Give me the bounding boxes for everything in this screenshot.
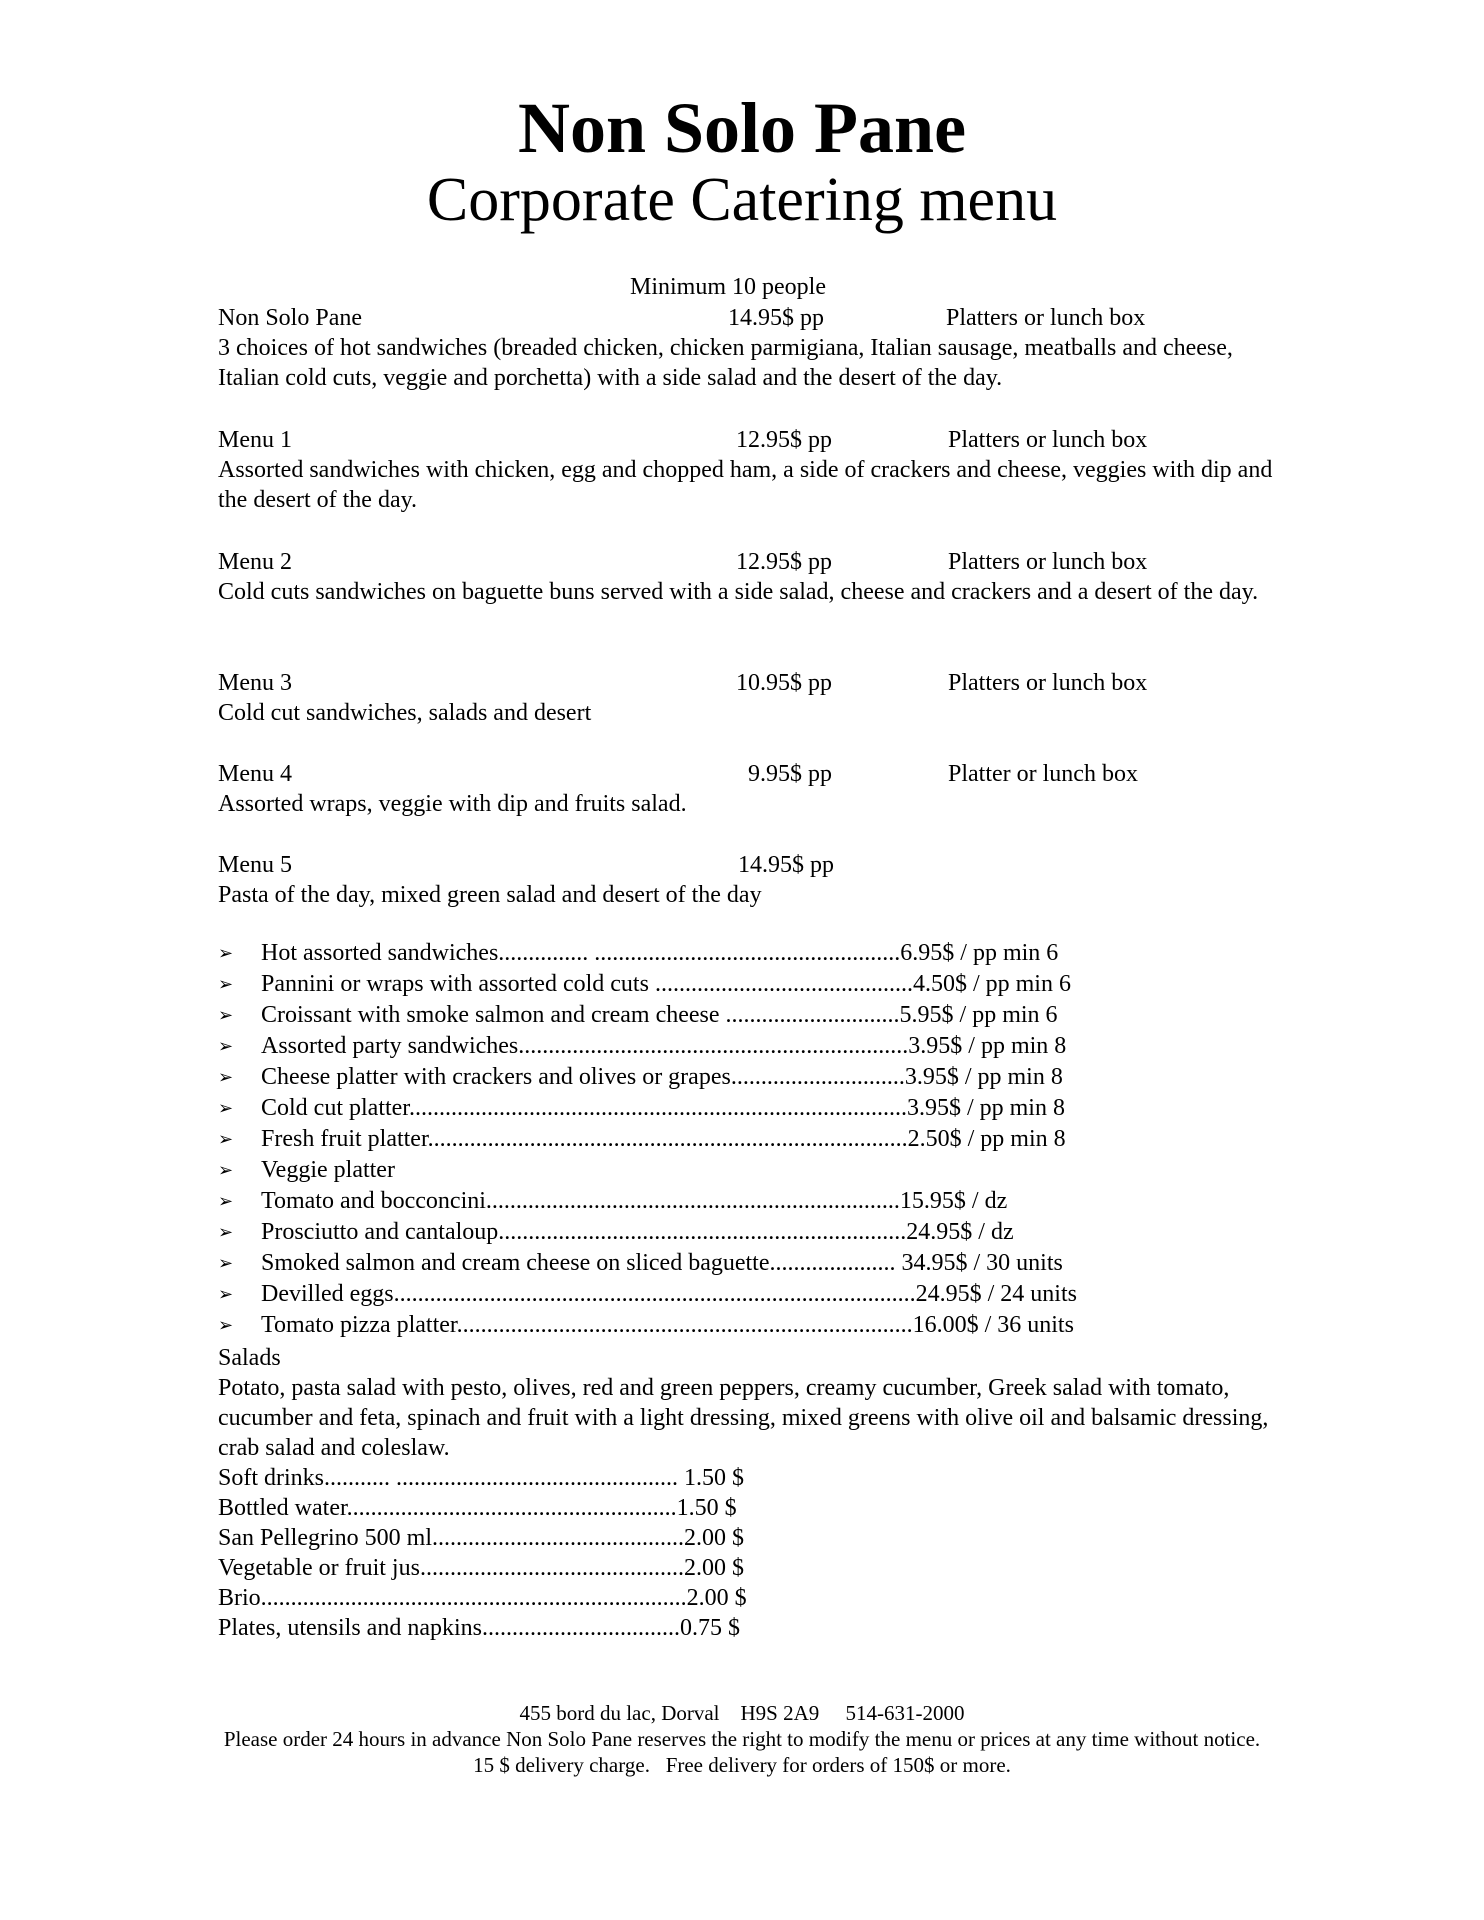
arrow-bullet-icon: ➢	[218, 1067, 234, 1087]
item-text: Croissant with smoke salmon and cream cheese .............................5.95$ / pp min 6	[261, 1002, 1058, 1028]
menu-name: Menu 3	[218, 670, 292, 696]
item-text: Cheese platter with crackers and olives or grapes.............................3.95$ / pp min 8	[261, 1064, 1063, 1090]
arrow-bullet-icon: ➢	[218, 1160, 234, 1180]
salads-description: Potato, pasta salad with pesto, olives, red and green peppers, creamy cucumber, Greek salad with tomato, cucumber and feta, spinach and fruit with a light dressing, mixed greens with olive oil and balsamic dressing, crab salad and coleslaw.	[218, 1375, 1269, 1461]
menu-price: 10.95$ pp	[736, 670, 832, 696]
menu-name: Menu 5	[218, 852, 292, 878]
menu-name: Menu 1	[218, 427, 292, 453]
menu-description-menu-2: Cold cuts sandwiches on baguette buns served with a side salad, cheese and crackers and a desert of the day.	[218, 579, 1259, 605]
footer-delivery: 15 $ delivery charge. Free delivery for orders of 150$ or more.	[473, 1753, 1011, 1777]
menu-price: 12.95$ pp	[736, 427, 832, 453]
drinks-list	[218, 1463, 747, 1643]
menu-description-menu-3: Cold cut sandwiches, salads and desert	[218, 700, 592, 726]
menu-price: 9.95$ pp	[748, 761, 832, 787]
menu-format: Platters or lunch box	[948, 670, 1148, 696]
menu-subtitle: Corporate Catering menu	[426, 166, 1058, 234]
arrow-bullet-icon: ➢	[218, 1284, 234, 1304]
list-item: Plates, utensils and napkins.................................0.75 $	[218, 1615, 740, 1641]
item-text: Pannini or wraps with assorted cold cuts ...........................................4.50$ / pp min 6	[261, 971, 1071, 997]
menu-price: 14.95$ pp	[728, 305, 824, 331]
list-item: Soft drinks........... ............................................... 1.50 $	[218, 1465, 745, 1491]
item-text: Fresh fruit platter................................................................................2.50$ / pp min 8	[261, 1126, 1066, 1152]
arrow-bullet-icon: ➢	[218, 1191, 234, 1211]
menu-format: Platters or lunch box	[946, 305, 1146, 331]
menu-description-menu-5: Pasta of the day, mixed green salad and desert of the day	[218, 882, 762, 908]
item-text: Veggie platter	[261, 1157, 395, 1183]
salads-heading: Salads	[218, 1345, 281, 1371]
arrow-bullet-icon: ➢	[218, 1129, 234, 1149]
arrow-bullet-icon: ➢	[218, 1253, 234, 1273]
menu-name: Menu 4	[218, 761, 292, 787]
item-text: Tomato and bocconcini.....................................................................15.95$ / dz	[261, 1188, 1008, 1214]
menu-name: Non Solo Pane	[218, 305, 362, 331]
restaurant-title: Non Solo Pane	[517, 88, 967, 168]
item-text: Hot assorted sandwiches............... ...................................................6.95$ / pp min 6	[261, 940, 1059, 966]
footer-notice: Please order 24 hours in advance Non Solo Pane reserves the right to modify the menu or prices at any time without notice.	[223, 1727, 1261, 1751]
list-item: Vegetable or fruit jus............................................2.00 $	[218, 1555, 744, 1581]
arrow-bullet-icon: ➢	[218, 1222, 234, 1242]
item-text: Devilled eggs.......................................................................................24.95$ / 24 units	[261, 1281, 1077, 1307]
arrow-bullet-icon: ➢	[218, 1036, 234, 1056]
list-item: Brio.......................................................................2.00 $	[218, 1585, 747, 1611]
menu-description-menu-1: Assorted sandwiches with chicken, egg and chopped ham, a side of crackers and cheese, veggies with dip and the desert of the day.	[218, 457, 1273, 513]
arrow-bullet-icon: ➢	[218, 974, 234, 994]
menu-format: Platter or lunch box	[948, 761, 1138, 787]
menu-price: 14.95$ pp	[738, 852, 834, 878]
arrow-bullet-icon: ➢	[218, 1005, 234, 1025]
item-text: Smoked salmon and cream cheese on sliced baguette..................... 34.95$ / 30 units	[261, 1250, 1063, 1276]
item-text: Assorted party sandwiches.................................................................3.95$ / pp min 8	[261, 1033, 1067, 1059]
minimum-people-note: Minimum 10 people	[630, 274, 826, 300]
menu-format: Platters or lunch box	[948, 549, 1148, 575]
item-text: Cold cut platter...................................................................................3.95$ / pp min 8	[261, 1095, 1065, 1121]
footer-address: 455 bord du lac, Dorval H9S 2A9 514-631-2000	[519, 1701, 965, 1725]
item-text: Tomato pizza platter............................................................................16.00$ / 36 units	[261, 1312, 1074, 1338]
footer	[200, 1700, 1284, 1778]
menu-description-menu-4: Assorted wraps, veggie with dip and fruits salad.	[218, 791, 687, 817]
menu-description-non-solo-pane: 3 choices of hot sandwiches (breaded chicken, chicken parmigiana, Italian sausage, meatballs and cheese, Italian cold cuts, veggie and porchetta) with a side salad and the desert of the day.	[218, 335, 1233, 391]
arrow-bullet-icon: ➢	[218, 943, 234, 963]
menu-format: Platters or lunch box	[948, 427, 1148, 453]
menu-price: 12.95$ pp	[736, 549, 832, 575]
arrow-bullet-icon: ➢	[218, 1098, 234, 1118]
item-text: Prosciutto and cantaloup....................................................................24.95$ / dz	[261, 1219, 1014, 1245]
list-item: San Pellegrino 500 ml..........................................2.00 $	[218, 1525, 744, 1551]
arrow-bullet-icon: ➢	[218, 1315, 234, 1335]
menu-name: Menu 2	[218, 549, 292, 575]
list-item: Bottled water.......................................................1.50 $	[218, 1495, 737, 1521]
